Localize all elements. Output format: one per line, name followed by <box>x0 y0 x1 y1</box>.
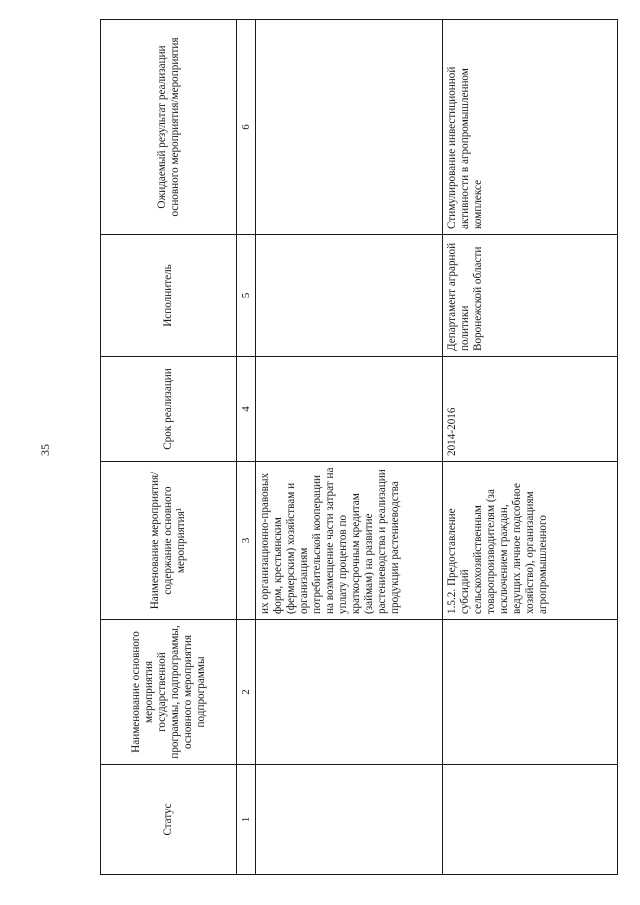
column-number: 5 <box>237 235 256 357</box>
cell-status <box>256 765 443 875</box>
cell-executor <box>256 235 443 357</box>
cell-status <box>443 765 618 875</box>
cell-period: 2014-2016 <box>443 357 618 462</box>
table-header-row <box>101 20 237 875</box>
header-activity-content: Наименование мероприятия/содержание основного мероприятия¹ <box>101 462 237 620</box>
column-number-row <box>237 20 256 875</box>
header-period: Срок реализации <box>101 357 237 462</box>
cell-expected-result <box>256 20 443 235</box>
header-status: Статус <box>101 765 237 875</box>
column-number: 4 <box>237 357 256 462</box>
cell-activity-content: их организационно-правовых форм, крестьянским (фермерским) хозяйствам и организациям потребительской кооперации на возмещение части затрат на уплату процентов по краткосрочным кредитам (займам) на развитие растениеводства и реализации продукции растениеводства <box>256 462 443 620</box>
cell-expected-result: Стимулирование инвестиционной активности в агропромышленном комплексе <box>443 20 618 235</box>
cell-main-activity-name <box>443 620 618 765</box>
rotated-table-container <box>100 20 618 875</box>
cell-period <box>256 357 443 462</box>
column-number: 2 <box>237 620 256 765</box>
cell-executor: Департамент аграрной политики Воронежской области <box>443 235 618 357</box>
column-number: 3 <box>237 462 256 620</box>
column-number: 1 <box>237 765 256 875</box>
header-main-activity-name: Наименование основного мероприятия государственной программы, подпрограммы, основного мероприятия подпрограммы <box>101 620 237 765</box>
cell-main-activity-name <box>256 620 443 765</box>
table-row <box>256 20 443 875</box>
table-row <box>443 20 618 875</box>
header-expected-result: Ожидаемый результат реализации основного мероприятия/мероприятия <box>101 20 237 235</box>
column-number: 6 <box>237 20 256 235</box>
page-number: 35 <box>38 444 52 456</box>
header-executor: Исполнитель <box>101 235 237 357</box>
cell-activity-content: 1.5.2. Предоставление субсидий сельскохозяйственным товаропроизводителям (за исключением граждан, ведущих личное подсобное хозяйство), организациям агропромышленного <box>443 462 618 620</box>
program-activities-table <box>100 19 618 875</box>
